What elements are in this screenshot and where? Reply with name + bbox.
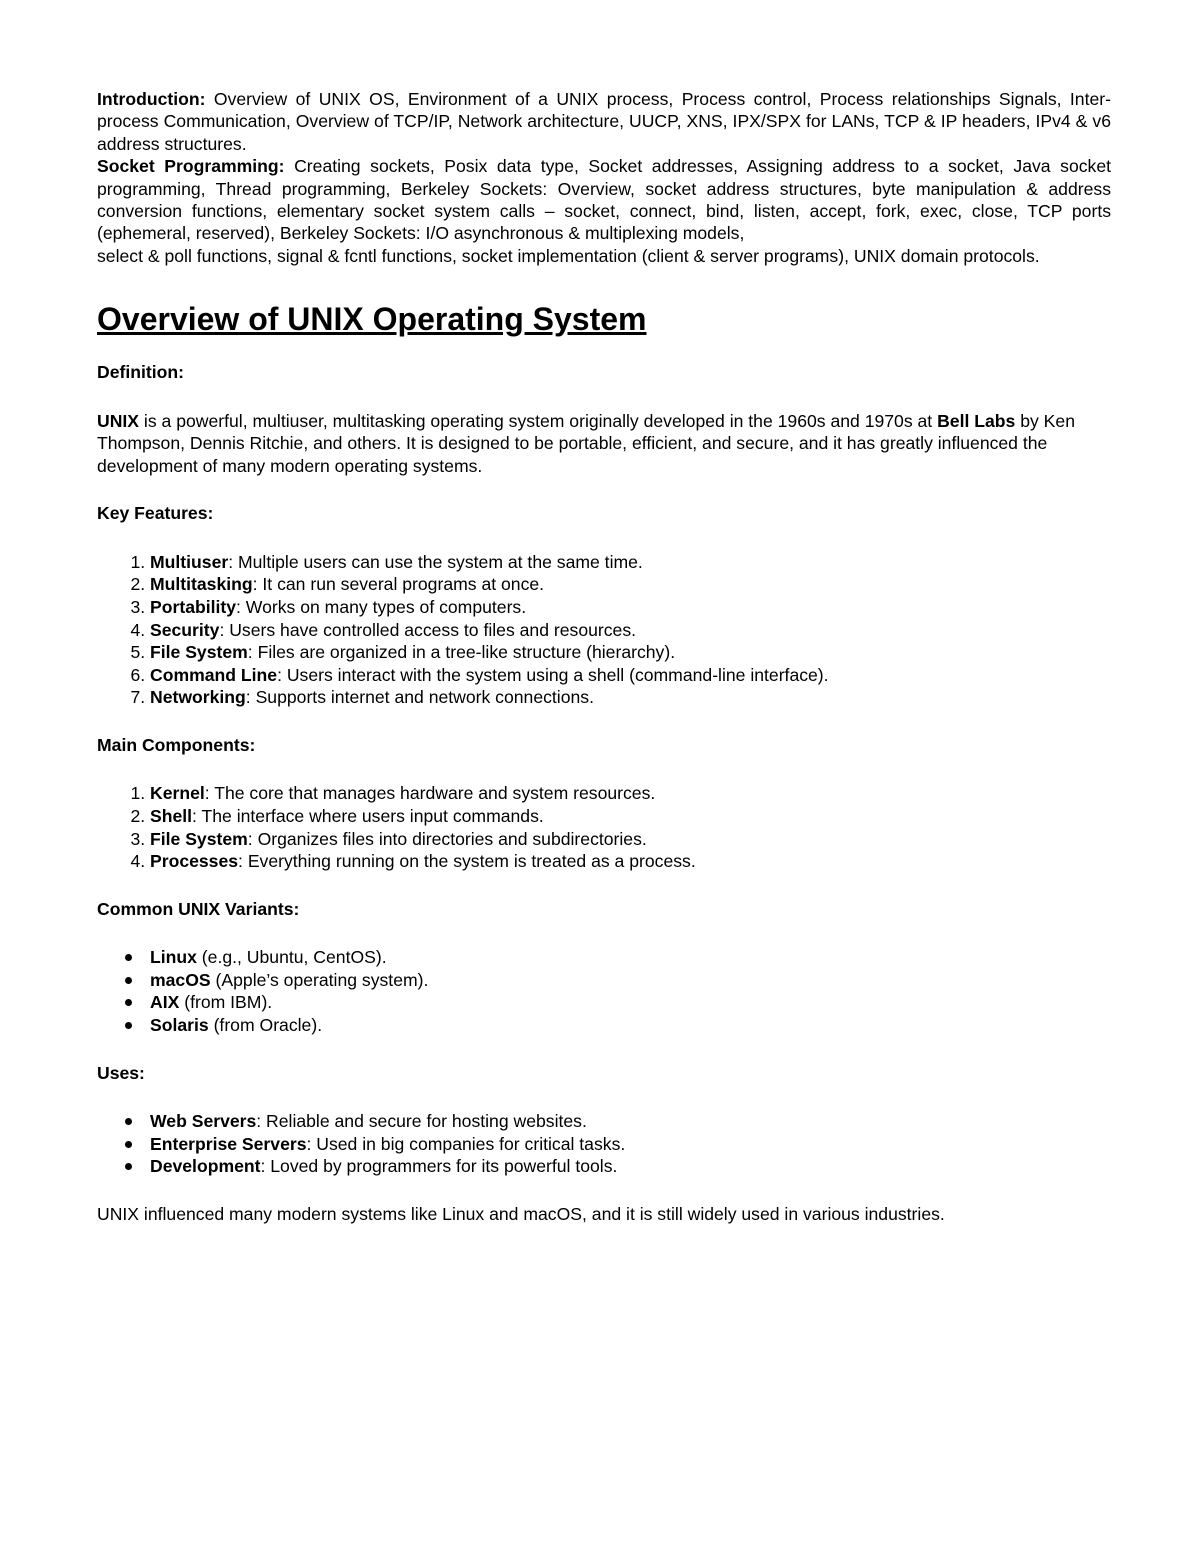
key-features-heading: Key Features: (97, 503, 214, 524)
unix-term: UNIX (97, 410, 140, 431)
item-desc: : Loved by programmers for its powerful tools. (260, 1156, 618, 1177)
definition-text-1: is a powerful, multiuser, multitasking operating system originally developed in the 1960s and 1970s at (139, 410, 938, 431)
list-item (150, 782, 1111, 805)
list-item (150, 828, 1111, 851)
list-item (150, 1133, 1111, 1156)
list-item (150, 1014, 1111, 1037)
item-desc: : Works on many types of computers. (236, 597, 527, 618)
item-term: Development (150, 1156, 261, 1177)
main-components-heading: Main Components: (97, 735, 256, 755)
list-item (150, 1155, 1111, 1178)
item-desc: : Files are organized in a tree-like structure (hierarchy). (247, 642, 676, 663)
item-desc: : Multiple users can use the system at the same time. (228, 551, 643, 572)
intro-paragraph (97, 88, 1111, 155)
socket-paragraph-2: select & poll functions, signal & fcntl functions, socket implementation (client & server programs), UNIX domain protocols. (97, 245, 1040, 266)
item-desc: (e.g., Ubuntu, CentOS). (196, 947, 387, 968)
item-desc: (Apple’s operating system). (210, 969, 429, 990)
item-desc: (from Oracle). (208, 1014, 323, 1035)
definition-heading: Definition: (97, 362, 184, 383)
closing-paragraph: UNIX influenced many modern systems like Linux and macOS, and it is still widely used in various industries. (97, 1203, 945, 1224)
socket-label: Socket Programming: (97, 156, 285, 177)
item-term: Networking (150, 687, 246, 708)
item-term: Multitasking (150, 574, 253, 595)
list-item (150, 991, 1111, 1014)
list-item (150, 850, 1111, 873)
key-features-list (97, 551, 1111, 709)
item-desc: : Everything running on the system is treated as a process. (238, 851, 696, 872)
item-desc: : Used in big companies for critical tasks. (306, 1133, 626, 1154)
item-term: Web Servers (150, 1110, 257, 1131)
syllabus-intro (97, 88, 1111, 267)
item-desc: : Supports internet and network connections. (245, 687, 594, 708)
variants-list (97, 946, 1111, 1036)
item-term: Portability (150, 597, 237, 618)
item-term: AIX (150, 992, 180, 1013)
intro-text: Overview of UNIX OS, Environment of a UNIX process, Process control, Process relationships Signals, Inter-process Communication, Overview of TCP/IP, Network architecture, UUCP, XNS, IPX/SPX for LANs, TCP & IP headers, IPv4 & v6 address structures. (97, 89, 1111, 154)
item-term: Processes (150, 851, 239, 872)
item-desc: : It can run several programs at once. (252, 574, 545, 595)
list-item (150, 551, 1111, 574)
item-term: Linux (150, 947, 197, 968)
list-item (150, 805, 1111, 828)
item-desc: : Organizes files into directories and subdirectories. (247, 828, 647, 849)
list-item (150, 573, 1111, 596)
definition-text (97, 410, 1111, 478)
item-term: File System (150, 828, 248, 849)
list-item (150, 969, 1111, 992)
item-desc: (from IBM). (179, 992, 273, 1013)
item-term: Multiuser (150, 551, 229, 572)
list-item (150, 946, 1111, 969)
socket-paragraph (97, 155, 1111, 245)
document-page (97, 88, 1111, 1225)
list-item (150, 619, 1111, 642)
definition-text-2: by Ken Thompson, Dennis Ritchie, and others. It is designed to be portable, efficient, and secure, and it has greatly influenced the development of many modern operating systems. (97, 410, 1075, 476)
item-desc: : The core that manages hardware and system resources. (204, 783, 656, 804)
item-term: macOS (150, 969, 211, 990)
item-desc: : Users have controlled access to files and resources. (219, 619, 637, 640)
variants-heading: Common UNIX Variants: (97, 898, 300, 919)
item-desc: : Users interact with the system using a shell (command-line interface). (277, 664, 829, 685)
item-desc: : Reliable and secure for hosting websites. (256, 1110, 587, 1131)
item-term: Command Line (150, 664, 278, 685)
list-item (150, 686, 1111, 709)
item-term: Kernel (150, 783, 205, 804)
item-desc: : The interface where users input commands. (192, 806, 544, 826)
item-term: Solaris (150, 1014, 209, 1035)
item-term: Shell (150, 806, 193, 826)
uses-list (97, 1110, 1111, 1178)
intro-label: Introduction: (97, 89, 206, 109)
page-title: Overview of UNIX Operating System (97, 301, 647, 338)
bell-labs-term: Bell Labs (937, 410, 1016, 431)
uses-heading: Uses: (97, 1062, 145, 1083)
item-term: File System (150, 642, 248, 663)
item-term: Security (150, 619, 220, 640)
list-item (150, 664, 1111, 687)
list-item (150, 596, 1111, 619)
main-components-list (97, 782, 1111, 872)
list-item (150, 1110, 1111, 1133)
list-item (150, 641, 1111, 664)
item-term: Enterprise Servers (150, 1133, 307, 1154)
socket-text: Creating sockets, Posix data type, Socket addresses, Assigning address to a socket, Java socket programming, Thread programming, Berkeley Sockets: Overview, socket address structures, byte manipulation & address conversion functions, elementary socket system calls – socket, connect, bind, listen, accept, fork, exec, close, TCP ports (ephemeral, reserved), Berkeley Sockets: I/O asynchronous & multiplexing models, (97, 156, 1111, 244)
